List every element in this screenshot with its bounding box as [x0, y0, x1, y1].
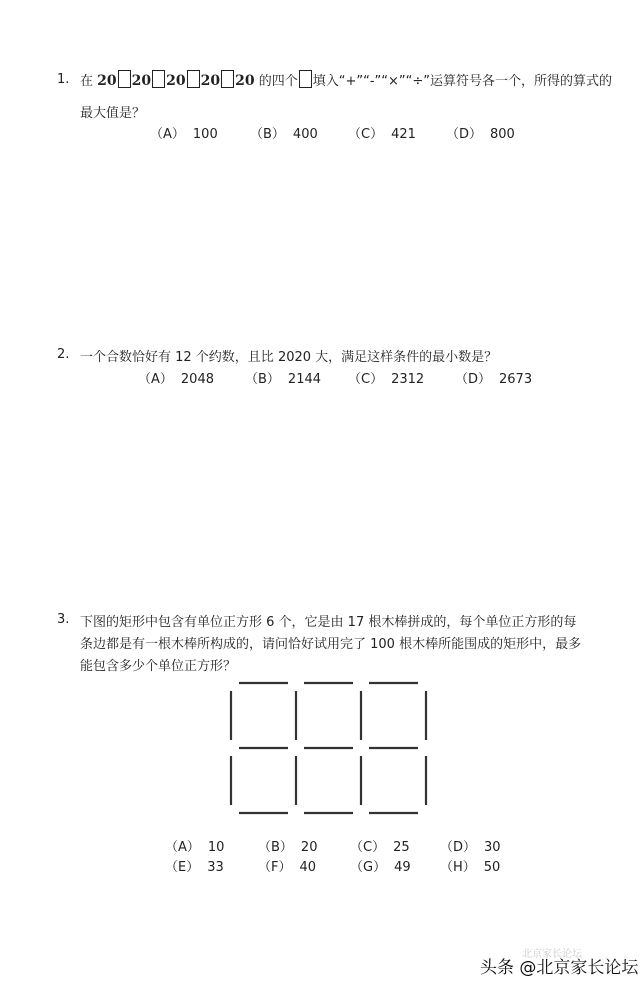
option-tag: （C）: [348, 127, 384, 142]
option-value: 30: [484, 840, 501, 855]
option-tag: （D）: [440, 840, 477, 855]
q1-text-after: 的四个: [258, 74, 298, 89]
matchstick-rectangle-figure: [220, 672, 440, 822]
option-d[interactable]: [455, 368, 532, 387]
option-tag: （D）: [455, 372, 492, 387]
question-number: 3.: [57, 612, 70, 627]
option-tag: （F）: [258, 860, 292, 875]
q1-number: 20: [235, 73, 255, 89]
option-tag: （B）: [245, 372, 280, 387]
option-value: 2312: [391, 372, 425, 387]
option-c[interactable]: [348, 368, 424, 387]
option-g[interactable]: [350, 856, 411, 875]
option-e[interactable]: [165, 856, 224, 875]
question-2-text: 一个合数恰好有 12 个约数，且比 2020 大，满足这样条件的最小数是？: [80, 350, 498, 365]
option-tag: （E）: [165, 860, 200, 875]
option-value: 10: [207, 840, 225, 855]
option-value: 800: [490, 127, 515, 142]
q1-number: 20: [97, 73, 117, 89]
source-watermark: 头条 @北京家长论坛: [480, 958, 639, 978]
option-a[interactable]: [165, 836, 224, 855]
option-value: 400: [292, 127, 318, 142]
option-value: 49: [394, 860, 411, 875]
question-number: 1.: [57, 72, 70, 87]
option-a[interactable]: [138, 368, 214, 387]
option-b[interactable]: [250, 123, 318, 142]
blank-box: [118, 70, 131, 88]
option-value: 2048: [180, 372, 214, 387]
q1-number: 20: [131, 73, 152, 89]
option-b[interactable]: [245, 368, 321, 387]
q1-number: 20: [166, 73, 186, 89]
blank-box: [221, 70, 234, 88]
option-tag: （G）: [350, 860, 387, 875]
question-3-line-3: 能包含多少个单位正方形？: [80, 659, 237, 674]
q1-number: 20: [200, 73, 221, 89]
option-value: 40: [299, 860, 317, 875]
option-tag: （A）: [138, 372, 173, 387]
faint-watermark: 北京家长论坛: [522, 949, 582, 960]
option-value: 2144: [287, 372, 322, 387]
option-tag: （D）: [446, 127, 483, 142]
option-f[interactable]: [258, 856, 316, 875]
blank-box: [187, 70, 200, 88]
question-3-line-2: 条边都是有一根木棒所构成的，请问恰好试用完了 100 根木棒所能围成的矩形中，最多: [80, 637, 582, 652]
option-value: 100: [192, 127, 218, 142]
option-value: 25: [393, 840, 410, 855]
q1-word-zai: 在: [80, 74, 94, 89]
option-b[interactable]: [258, 836, 317, 855]
option-d[interactable]: [446, 123, 515, 142]
question-1-line-1: [80, 70, 612, 89]
blank-box: [152, 70, 165, 88]
option-tag: （B）: [258, 840, 293, 855]
question-1-line-2: 最大值是？: [80, 106, 146, 121]
option-tag: （A）: [165, 840, 200, 855]
question-3-line-1: 下图的矩形中包含有单位正方形 6 个，它是由 17 根木棒拼成的，每个单位正方形的每: [80, 615, 577, 630]
option-tag: （C）: [350, 840, 386, 855]
option-tag: （H）: [440, 860, 476, 875]
option-a[interactable]: [150, 123, 218, 142]
option-value: 50: [483, 860, 501, 875]
option-value: 421: [391, 127, 416, 142]
option-value: 2673: [499, 372, 533, 387]
question-number: 2.: [57, 347, 70, 362]
option-tag: （B）: [250, 127, 285, 142]
option-value: 33: [207, 860, 224, 875]
option-c[interactable]: [350, 836, 410, 855]
q1-text-fill: 填入“+”“-”“×”“÷”运算符号各一个，所得的算式的: [312, 74, 612, 89]
blank-box: [299, 70, 312, 88]
option-d[interactable]: [440, 836, 501, 855]
option-c[interactable]: [348, 123, 416, 142]
option-tag: （A）: [150, 127, 185, 142]
option-h[interactable]: [440, 856, 500, 875]
option-value: 20: [300, 840, 318, 855]
option-tag: （C）: [348, 372, 384, 387]
